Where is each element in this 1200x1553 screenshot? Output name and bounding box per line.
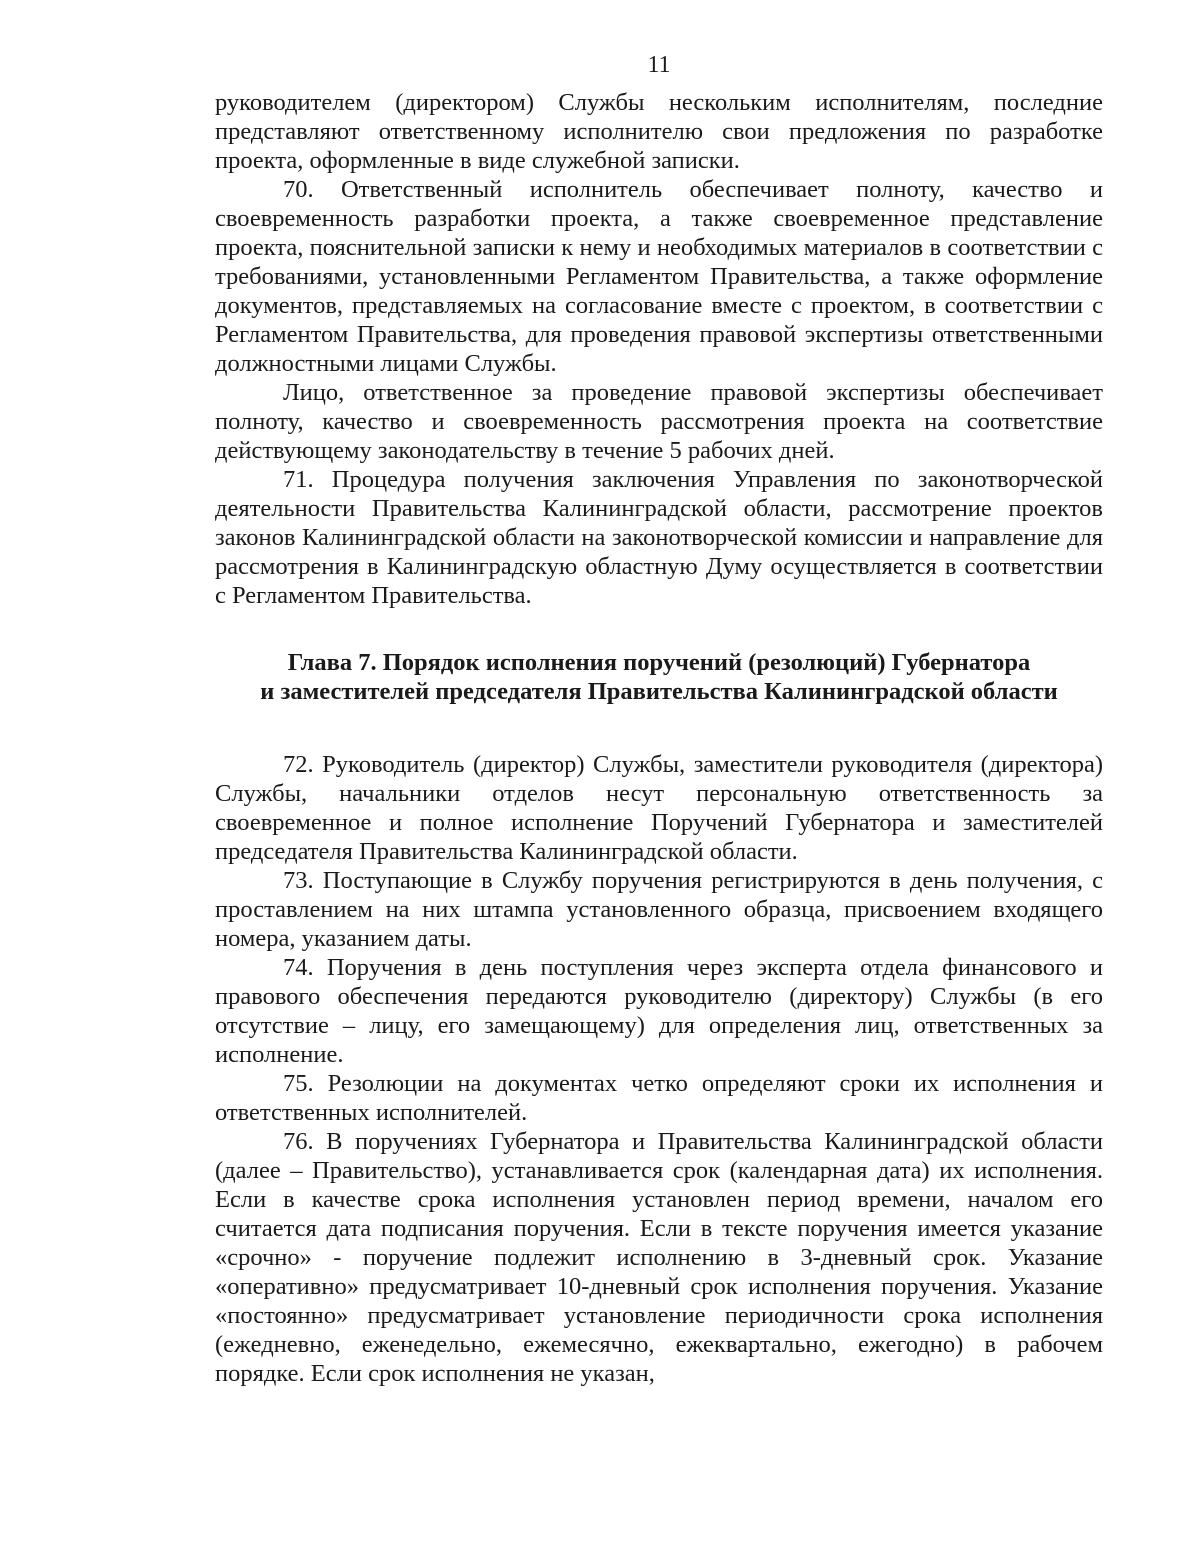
paragraph-continuation: руководителем (директором) Службы нескольким исполнителям, последние представляют ответственному исполнителю свои предложения по разработке проекта, оформленные в виде служебной записки. <box>215 89 1103 174</box>
chapter-heading-line-1: Глава 7. Порядок исполнения поручений (резолюций) Губернатора <box>287 649 1031 676</box>
paragraph-70: 70. Ответственный исполнитель обеспечивает полноту, качество и своевременность разработки проекта, а также своевременное представление проекта, пояснительной записки к нему и необходимых материалов в соответствии с требованиями, установленными Регламентом Правительства, а также оформление документов, представляемых на согласование вместе с проектом, в соответствии с Регламентом Правительства, для проведения правовой экспертизы ответственными должностными лицами Службы. <box>215 176 1103 377</box>
paragraph-73: 73. Поступающие в Службу поручения регистрируются в день получения, с проставлением на них штампа установленного образца, присвоением входящего номера, указанием даты. <box>215 867 1103 952</box>
paragraph-74: 74. Поручения в день поступления через эксперта отдела финансового и правового обеспечения передаются руководителю (директору) Службы (в его отсутствие – лицу, его замещающему) для определения лиц, ответственных за исполнение. <box>215 954 1103 1068</box>
paragraph-76: 76. В поручениях Губернатора и Правительства Калининградской области (далее – Правительство), устанавливается срок (календарная дата) их исполнения. Если в качестве срока исполнения установлен период времени, началом его считается дата подписания поручения. Если в тексте поручения имеется указание «срочно» - поручение подлежит исполнению в 3-дневный срок. Указание «оперативно» предусматривает 10-дневный срок исполнения поручения. Указание «постоянно» предусматривает установление периодичности срока исполнения (ежедневно, еженедельно, ежемесячно, ежеквартально, ежегодно) в рабочем порядке. Если срок исполнения не указан, <box>215 1128 1103 1387</box>
section-bottom <box>215 750 1103 1388</box>
section-top <box>215 88 1103 610</box>
paragraph-75: 75. Резолюции на документах четко определяют сроки их исполнения и ответственных исполнителей. <box>215 1070 1103 1126</box>
page-number: 11 <box>647 52 671 78</box>
paragraph-legal-expertise: Лицо, ответственное за проведение правовой экспертизы обеспечивает полноту, качество и своевременность рассмотрения проекта на соответствие действующему законодательству в течение 5 рабочих дней. <box>215 379 1103 464</box>
paragraph-71: 71. Процедура получения заключения Управления по законотворческой деятельности Правительства Калининградской области, рассмотрение проектов законов Калининградской области на законотворческой комиссии и направление для рассмотрения в Калининградскую областную Думу осуществляется в соответствии с Регламентом Правительства. <box>215 466 1103 609</box>
chapter-heading <box>215 648 1103 706</box>
paragraph-72: 72. Руководитель (директор) Службы, заместители руководителя (директора) Службы, начальники отделов несут персональную ответственность за своевременное и полное исполнение Поручений Губернатора и заместителей председателя Правительства Калининградской области. <box>215 751 1103 865</box>
chapter-heading-line-2: и заместителей председателя Правительства Калининградской области <box>260 678 1058 705</box>
document-page <box>215 50 1103 1388</box>
